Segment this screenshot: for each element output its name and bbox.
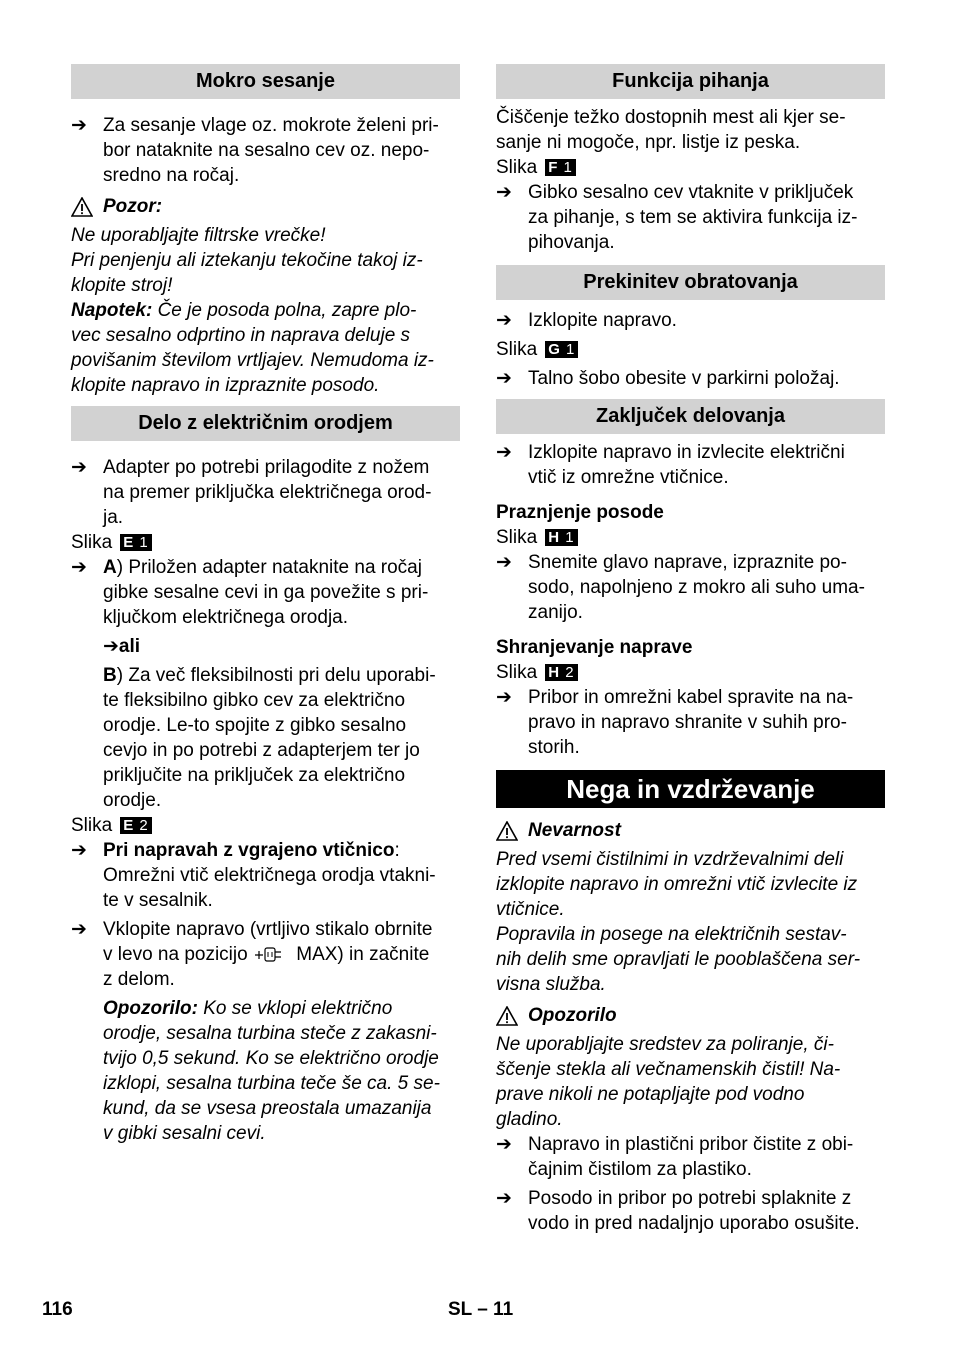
note-text: Če je posoda polna, zapre plo-	[152, 300, 417, 321]
section-heading-delo: Delo z električnim orodjem	[71, 406, 460, 441]
colon: :	[394, 840, 400, 861]
step-line	[103, 838, 460, 863]
step-parking	[496, 366, 885, 391]
figure-ref-h2	[496, 660, 885, 685]
figure-letter: H	[548, 664, 561, 681]
arrow-icon: ➔	[71, 919, 87, 940]
step-line: za pihanje, s tem se aktivira funkcija iz-	[528, 207, 858, 228]
step-line: pravo in napravo shranite v suhih pro-	[528, 712, 847, 733]
notice-line: prave nikoli ne potapljajte pod vodno	[496, 1084, 805, 1105]
danger-line: visna služba.	[496, 974, 606, 995]
step-line: Za sesanje vlage oz. mokrote želeni pri-	[103, 115, 439, 136]
figure-number: 1	[563, 159, 573, 176]
figure-badge	[120, 534, 152, 551]
figure-label: Slika	[496, 157, 538, 178]
step-line: Talno šobo obesite v parkirni položaj.	[528, 368, 840, 389]
step-text: v levo na pozicijo	[103, 944, 248, 965]
warning-caution	[71, 194, 460, 219]
warning-text	[71, 223, 460, 398]
warning-notice	[496, 1003, 885, 1028]
step-line: čajnim čistilom za plastiko.	[528, 1159, 752, 1180]
or-label: ali	[118, 636, 141, 657]
subheading-emptying: Praznjenje posode	[496, 502, 664, 523]
step-line: cevjo in po potrebi z adapterjem ter jo	[103, 740, 420, 761]
notice-text	[496, 1032, 885, 1132]
notice-line	[103, 996, 460, 1021]
step-line	[103, 942, 460, 967]
step-unplug	[496, 440, 885, 490]
arrow-icon: ➔	[496, 1134, 512, 1155]
step-line: Adapter po potrebi prilagodite z nožem	[103, 457, 430, 478]
step-line: gibke sesalne cevi in ga povežite s pri-	[103, 582, 429, 603]
note-line	[71, 298, 460, 323]
danger-text	[496, 847, 885, 997]
step-builtin-socket	[71, 838, 460, 913]
step-line: sredno na ročaj.	[103, 165, 240, 186]
warning-line: Pri penjenju ali iztekanju tekočine takoj iz-	[71, 250, 423, 271]
tool-plug-icon	[253, 944, 291, 964]
section-heading-pihanje: Funkcija pihanja	[496, 64, 885, 99]
figure-number: 2	[565, 664, 575, 681]
figure-label: Slika	[71, 532, 113, 553]
option-a-text: ) Priložen adapter nataknite na ročaj	[116, 557, 422, 578]
step-store	[496, 685, 885, 760]
warning-triangle-icon	[496, 1006, 518, 1026]
arrow-icon: ➔	[71, 840, 87, 861]
step-line: Snemite glavo naprave, izpraznite po-	[528, 552, 847, 573]
notice-line: tvijo 0,5 sekund. Ko se električno orodje	[103, 1048, 439, 1069]
figure-label: Slika	[496, 527, 538, 548]
step-line: Vklopite napravo (vrtljivo stikalo obrnite	[103, 919, 433, 940]
notice-line: gladino.	[496, 1109, 563, 1130]
figure-number: 1	[566, 341, 576, 358]
arrow-icon: ➔	[71, 457, 87, 478]
chapter-heading-nega: Nega in vzdrževanje	[496, 770, 885, 808]
figure-ref-e2	[71, 813, 460, 838]
notice-line: orodje, sesalna turbina steče z zakasni-	[103, 1023, 437, 1044]
notice-line: v gibki sesalni cevi.	[103, 1123, 266, 1144]
page-number: 116	[42, 1299, 73, 1320]
notice-line: kund, da se vsesa preostala umazanija	[103, 1098, 432, 1119]
note-line: klopite napravo in izpraznite posodo.	[71, 375, 380, 396]
notice-label: Opozorilo	[528, 1005, 617, 1026]
figure-ref-e1	[71, 530, 460, 555]
step-wet-suction	[71, 113, 460, 188]
step-line: bor nataknite na sesalno cev oz. nepo-	[103, 140, 430, 161]
step-empty-container	[496, 550, 885, 625]
arrow-icon: ➔	[71, 557, 87, 578]
step-line: vodo in pred nadaljnjo uporabo osušite.	[528, 1213, 860, 1234]
option-a-label: A	[103, 557, 117, 578]
section-heading-prekinitev: Prekinitev obratovanja	[496, 265, 885, 300]
language-page-label: SL – 11	[448, 1299, 514, 1320]
figure-badge	[545, 529, 577, 546]
notice-label: Opozorilo:	[103, 998, 198, 1019]
step-switch-on	[71, 917, 460, 1146]
subheading-storage: Shranjevanje naprave	[496, 637, 693, 658]
figure-badge	[545, 159, 576, 176]
warning-label: Pozor:	[103, 196, 163, 217]
arrow-icon: ➔	[496, 368, 512, 389]
step-line: Pribor in omrežni kabel spravite na na-	[528, 687, 854, 708]
danger-line: vtičnice.	[496, 899, 565, 920]
or-line	[103, 634, 460, 659]
intro-line: sanje ni mogoče, npr. listje iz peska.	[496, 132, 801, 153]
left-column	[71, 64, 460, 1146]
figure-number: 1	[565, 529, 575, 546]
figure-label: Slika	[71, 815, 113, 836]
danger-line: Pred vsemi čistilnimi in vzdrževalnimi deli	[496, 849, 844, 870]
figure-label: Slika	[496, 662, 538, 683]
warning-danger	[496, 818, 885, 843]
figure-letter: H	[548, 529, 561, 546]
warning-triangle-icon	[71, 197, 93, 217]
figure-ref-g1	[496, 337, 885, 362]
section-heading-zakljucek: Zaključek delovanja	[496, 399, 885, 434]
note-line: vec sesalno odprtino in naprava deluje s	[71, 325, 411, 346]
warning-line: Ne uporabljajte filtrske vrečke!	[71, 225, 326, 246]
step-line: z delom.	[103, 969, 175, 990]
step-switch-off	[496, 308, 885, 333]
step-line: zanijo.	[528, 602, 583, 623]
step-line: Posodo in pribor po potrebi splaknite z	[528, 1188, 852, 1209]
step-line: Izklopite napravo.	[528, 310, 677, 331]
step-line: vtič iz omrežne vtičnice.	[528, 467, 729, 488]
figure-number: 1	[139, 534, 149, 551]
step-line: priključite na priključek za električno	[103, 765, 406, 786]
figure-label: Slika	[496, 339, 538, 360]
step-option-a	[71, 555, 460, 813]
section-heading-mokro-sesanje: Mokro sesanje	[71, 64, 460, 99]
figure-letter: F	[548, 159, 559, 176]
step-line: na premer priključka električnega orod-	[103, 482, 432, 503]
step-line: Izklopite napravo in izvlecite električni	[528, 442, 845, 463]
step-blowing	[496, 180, 885, 255]
intro-line: Čiščenje težko dostopnih mest ali kjer se-	[496, 107, 846, 128]
notice-first: Ko se vklopi električno	[197, 998, 393, 1019]
warning-line: klopite stroj!	[71, 275, 173, 296]
figure-number: 2	[139, 817, 149, 834]
figure-badge	[120, 817, 152, 834]
notice-line: Ne uporabljajte sredstev za poliranje, či-	[496, 1034, 834, 1055]
danger-line: izklopite napravo in omrežni vtič izvlecite iz	[496, 874, 858, 895]
danger-label: Nevarnost	[528, 820, 621, 841]
note-label: Napotek:	[71, 300, 153, 321]
danger-line: Popravila in posege na električnih sestav-	[496, 924, 847, 945]
step-rinse	[496, 1186, 885, 1236]
note-line: povišanim številom vrtljajev. Nemudoma iz-	[71, 350, 434, 371]
step-line: te fleksibilno gibko cev za električno	[103, 690, 406, 711]
step-line: ključkom električnega orodja.	[103, 607, 349, 628]
figure-letter: G	[548, 341, 561, 358]
step-line: Napravo in plastični pribor čistite z obi-	[528, 1134, 854, 1155]
step-line	[103, 555, 460, 580]
step-line: storih.	[528, 737, 580, 758]
socket-label: Pri napravah z vgrajeno vtičnico	[103, 840, 395, 861]
arrow-icon: ➔	[496, 442, 512, 463]
arrow-icon: ➔	[496, 687, 512, 708]
option-b-text: ) Za več fleksibilnosti pri delu uporabi-	[116, 665, 436, 686]
arrow-icon: ➔	[496, 310, 512, 331]
step-text: MAX) in začnite	[290, 944, 430, 965]
step-line: pihovanja.	[528, 232, 615, 253]
step-line	[103, 663, 460, 688]
arrow-icon: ➔	[103, 636, 119, 657]
step-line: ja.	[103, 507, 124, 528]
step-clean-plastic	[496, 1132, 885, 1182]
arrow-icon: ➔	[496, 552, 512, 573]
warning-triangle-icon	[496, 821, 518, 841]
notice-line: izklopi, sesalna turbina teče še ca. 5 se-	[103, 1073, 440, 1094]
arrow-icon: ➔	[71, 115, 87, 136]
step-line: orodje.	[103, 790, 162, 811]
arrow-icon: ➔	[496, 1188, 512, 1209]
step-line: orodje. Le-to spojite z gibko sesalno	[103, 715, 407, 736]
danger-line: nih delih sme opravljati le pooblaščena ser-	[496, 949, 861, 970]
step-line: sodo, napolnjeno z mokro ali suho uma-	[528, 577, 865, 598]
figure-badge	[545, 341, 578, 358]
figure-ref-f1	[496, 155, 885, 180]
figure-ref-h1	[496, 525, 885, 550]
right-column	[496, 64, 885, 1236]
step-line: Omrežni vtič električnega orodja vtakni-	[103, 865, 436, 886]
notice-line: ščenje stekla ali večnamenskih čistil! Na-	[496, 1059, 841, 1080]
step-line: te v sesalnik.	[103, 890, 213, 911]
option-b-label: B	[103, 665, 117, 686]
figure-badge	[545, 664, 577, 681]
step-adapter	[71, 455, 460, 530]
step-line: Gibko sesalno cev vtaknite v priključek	[528, 182, 854, 203]
figure-letter: E	[123, 534, 135, 551]
figure-letter: E	[123, 817, 135, 834]
notice-text	[103, 996, 460, 1146]
arrow-icon: ➔	[496, 182, 512, 203]
